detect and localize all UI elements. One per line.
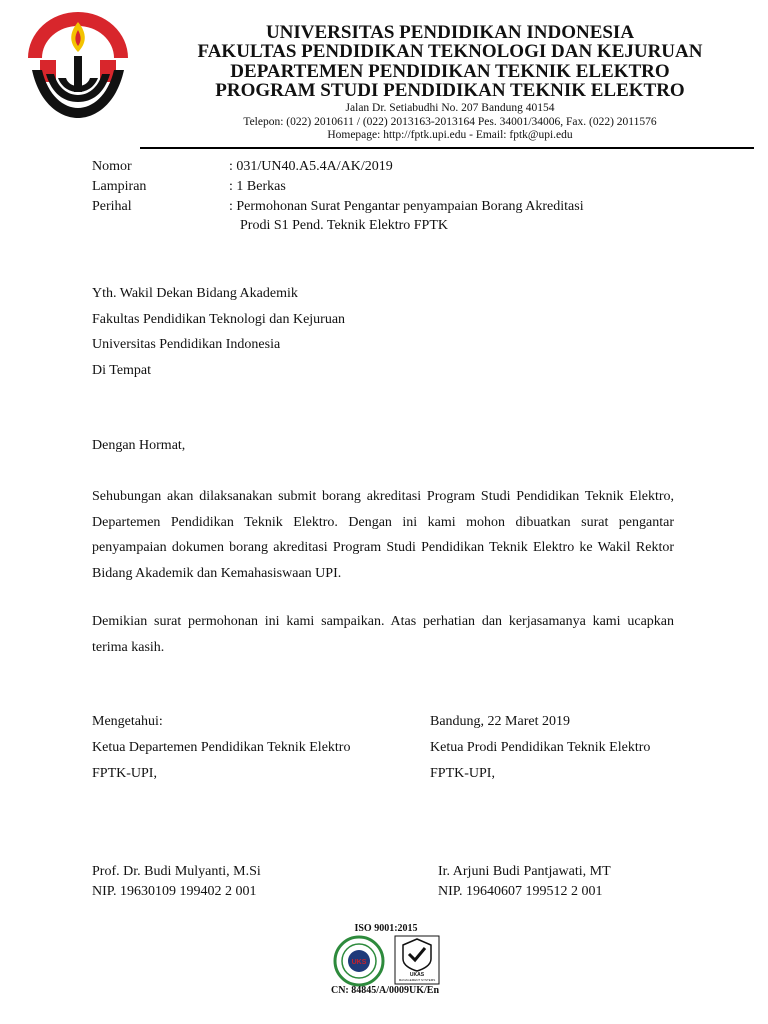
certificate-number: CN: 84845/A/0009UK/En bbox=[330, 985, 440, 996]
uks-certification-seal bbox=[331, 935, 387, 987]
closing-paragraph: Demikian surat permohonan ini kami sampaikan. Atas perhatian dan kerjasamanya kami ucapkan terima kasih. bbox=[92, 614, 674, 655]
body-paragraph: Sehubungan akan dilaksanakan submit borang akreditasi Program Studi Pendidikan Teknik Elektro, Departemen Pendidikan Teknik Elektro. Dengan ini kami mohon dibuatkan surat pengantar penyampaian dokumen borang akreditasi Program Studi Pendidikan Teknik Elektro ke Wakil Rektor Bidang Akademik dan Kemahasiswaan UPI. bbox=[92, 489, 674, 582]
left-signatory-unit: FPTK-UPI, bbox=[92, 766, 157, 781]
perihal-value-continued: Prodi S1 Pend. Teknik Elektro FPTK bbox=[240, 218, 448, 233]
right-signatory-nip: NIP. 19640607 199512 2 001 bbox=[438, 884, 603, 899]
lampiran-value: : 1 Berkas bbox=[229, 179, 286, 194]
recipient-line: Di Tempat bbox=[92, 363, 152, 378]
nomor-label: Nomor bbox=[92, 159, 132, 174]
svg-text:MANAGEMENT SYSTEMS: MANAGEMENT SYSTEMS bbox=[398, 978, 436, 982]
right-signatory-name: Ir. Arjuni Budi Pantjawati, MT bbox=[438, 864, 611, 879]
upi-logo bbox=[22, 8, 134, 128]
left-signatory-title: Ketua Departemen Pendidikan Teknik Elektro bbox=[92, 740, 351, 755]
right-signatory-title: Ketua Prodi Pendidikan Teknik Elektro bbox=[430, 740, 651, 755]
right-signatory-unit: FPTK-UPI, bbox=[430, 766, 495, 781]
lampiran-label: Lampiran bbox=[92, 179, 147, 194]
svg-text:UKAS: UKAS bbox=[409, 972, 425, 978]
recipient-line: Universitas Pendidikan Indonesia bbox=[92, 337, 281, 352]
perihal-value: : Permohonan Surat Pengantar penyampaian Borang Akreditasi bbox=[229, 199, 584, 214]
perihal-label: Perihal bbox=[92, 199, 132, 214]
university-name: UNIVERSITAS PENDIDIKAN INDONESIA bbox=[265, 22, 635, 43]
iso-certification-title: ISO 9001:2015 bbox=[354, 923, 418, 934]
homepage-line: Homepage: http://fptk.upi.edu - Email: fptk@upi.edu bbox=[327, 129, 573, 141]
recipient-line: Yth. Wakil Dekan Bidang Akademik bbox=[92, 286, 298, 301]
letterhead-divider bbox=[140, 147, 754, 149]
acknowledgement-heading: Mengetahui: bbox=[92, 714, 163, 729]
program-name: PROGRAM STUDI PENDIDIKAN TEKNIK ELEKTRO bbox=[215, 80, 685, 101]
nomor-value: : 031/UN40.A5.4A/AK/2019 bbox=[229, 159, 393, 174]
address-line: Jalan Dr. Setiabudhi No. 207 Bandung 40154 bbox=[345, 102, 555, 114]
recipient-line: Fakultas Pendidikan Teknologi dan Kejuruan bbox=[92, 312, 346, 327]
department-name: DEPARTEMEN PENDIDIKAN TEKNIK ELEKTRO bbox=[230, 61, 670, 82]
ukas-accreditation-mark bbox=[394, 935, 440, 985]
left-signatory-name: Prof. Dr. Budi Mulyanti, M.Si bbox=[92, 864, 261, 879]
left-signatory-nip: NIP. 19630109 199402 2 001 bbox=[92, 884, 257, 899]
salutation: Dengan Hormat, bbox=[92, 438, 186, 453]
place-date: Bandung, 22 Maret 2019 bbox=[430, 714, 570, 729]
svg-text:UKS: UKS bbox=[351, 959, 367, 966]
phone-line: Telepon: (022) 2010611 / (022) 2013163-2013164 Pes. 34001/34006, Fax. (022) 2011576 bbox=[243, 116, 657, 128]
faculty-name: FAKULTAS PENDIDIKAN TEKNOLOGI DAN KEJURUAN bbox=[197, 41, 703, 62]
